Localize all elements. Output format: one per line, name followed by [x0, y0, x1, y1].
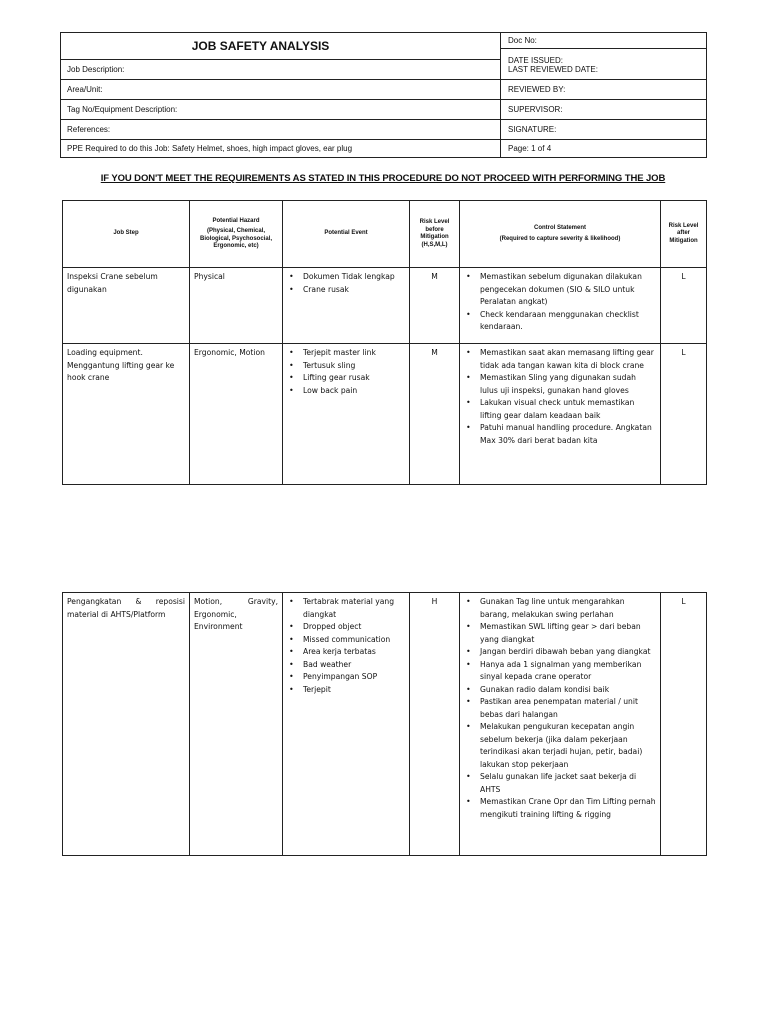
job-step-cell: Loading equipment. Menggantung lifting gear ke hook crane: [63, 344, 190, 485]
list-item: • Pastikan area penempatan material / unit bebas dari halangan: [480, 696, 656, 721]
last-reviewed-field: LAST REVIEWED DATE:: [508, 64, 598, 74]
list-item: • Jangan berdiri dibawah beban yang diangkat: [480, 646, 656, 659]
date-fields: [501, 49, 707, 80]
control-cell: [460, 268, 661, 344]
document-title: JOB SAFETY ANALYSIS: [61, 33, 501, 60]
column-header-row: [63, 201, 707, 268]
control-list: [464, 596, 656, 821]
job-description-field: Job Description:: [61, 60, 501, 80]
list-item: • Memastikan sebelum digunakan dilakukan pengecekan dokumen (SIO & SILO untuk Peralatan angkat): [480, 271, 656, 309]
list-item: • Check kendaraan menggunakan checklist kendaraan.: [480, 309, 656, 334]
risk-before-cell: H: [410, 593, 460, 856]
col-potential-event: Potential Event: [283, 201, 410, 268]
list-item: • Missed communication: [303, 634, 405, 647]
event-list: [287, 596, 405, 696]
list-item: • Dokumen Tidak lengkap: [303, 271, 405, 284]
procedure-warning: IF YOU DON'T MEET THE REQUIREMENTS AS STATED IN THIS PROCEDURE DO NOT PROCEED WITH PERFORMING THE JOB: [100, 173, 666, 184]
hazard-cell: Ergonomic, Motion: [190, 344, 283, 485]
list-item: • Memastikan Crane Opr dan Tim Lifting pernah mengikuti training lifting & rigging: [480, 796, 656, 821]
list-item: • Lifting gear rusak: [303, 372, 405, 385]
page-number: Page: 1 of 4: [501, 140, 707, 158]
list-item: • Memastikan saat akan memasang lifting gear tidak ada tangan kawan kita di block crane: [480, 347, 656, 372]
tag-no-field: Tag No/Equipment Description:: [61, 100, 501, 120]
event-cell: [283, 268, 410, 344]
list-item: • Terjepit master link: [303, 347, 405, 360]
col-hazard-title: Potential Hazard: [212, 217, 260, 224]
signature-field: SIGNATURE:: [501, 120, 707, 140]
job-step-cell: Pengangkatan & reposisi material di AHTS/Platform: [63, 593, 190, 856]
event-cell: [283, 344, 410, 485]
jsa-table-continued: [62, 592, 707, 856]
list-item: • Melakukan pengukuran kecepatan angin sebelum bekerja (jika dalam pekerjaan terindikasi akan terjadi hujan, petir, badai) lakukan stop pekerjaan: [480, 721, 656, 771]
date-issued-field: DATE ISSUED:: [508, 55, 563, 65]
supervisor-field: SUPERVISOR:: [501, 100, 707, 120]
table-row: [63, 593, 707, 856]
list-item: • Gunakan Tag line untuk mengarahkan barang, melakukan swing perlahan: [480, 596, 656, 621]
col-control-statement: [460, 201, 661, 268]
reviewed-by-field: REVIEWED BY:: [501, 80, 707, 100]
hazard-cell: Physical: [190, 268, 283, 344]
risk-after-cell: L: [661, 268, 707, 344]
col-control-sub: (Required to capture severity & likelihood): [499, 236, 621, 242]
list-item: • Hanya ada 1 signalman yang memberikan sinyal kepada crane operator: [480, 659, 656, 684]
list-item: • Crane rusak: [303, 284, 405, 297]
control-cell: [460, 593, 661, 856]
jsa-table: [62, 200, 707, 485]
hazard-cell: Motion, Gravity, Ergonomic, Environment: [190, 593, 283, 856]
risk-after-cell: L: [661, 344, 707, 485]
table-row: [63, 344, 707, 485]
references-field: References:: [61, 120, 501, 140]
job-step-cell: Inspeksi Crane sebelum digunakan: [63, 268, 190, 344]
list-item: • Patuhi manual handling procedure. Angkatan Max 30% dari berat badan kita: [480, 422, 656, 447]
list-item: • Gunakan radio dalam kondisi baik: [480, 684, 656, 697]
col-risk-after: Risk Level after Mitigation: [661, 201, 707, 268]
risk-before-cell: M: [410, 344, 460, 485]
col-potential-hazard: [190, 201, 283, 268]
list-item: • Memastikan Sling yang digunakan sudah lulus uji inspeksi, gunakan hand gloves: [480, 372, 656, 397]
risk-after-cell: L: [661, 593, 707, 856]
doc-no-field: Doc No:: [501, 33, 707, 49]
col-hazard-sub: (Physical, Chemical, Biological, Psychosocial, Ergonomic, etc): [199, 228, 273, 249]
list-item: • Lakukan visual check untuk memastikan lifting gear dalam keadaan baik: [480, 397, 656, 422]
list-item: • Tertusuk sling: [303, 360, 405, 373]
event-list: [287, 347, 405, 397]
control-list: [464, 271, 656, 334]
list-item: • Low back pain: [303, 385, 405, 398]
control-cell: [460, 344, 661, 485]
control-list: [464, 347, 656, 447]
event-list: [287, 271, 405, 296]
table-row: [63, 268, 707, 344]
risk-before-cell: M: [410, 268, 460, 344]
header-table: [60, 32, 707, 158]
col-job-step: Job Step: [63, 201, 190, 268]
list-item: • Tertabrak material yang diangkat: [303, 596, 405, 621]
ppe-field: PPE Required to do this Job: Safety Helmet, shoes, high impact gloves, ear plug: [61, 140, 501, 158]
list-item: • Dropped object: [303, 621, 405, 634]
col-risk-before: Risk Level before Mitigation (H,S,M,L): [410, 201, 460, 268]
col-control-title: Control Statement: [533, 224, 586, 231]
list-item: • Terjepit: [303, 684, 405, 697]
event-cell: [283, 593, 410, 856]
list-item: • Memastikan SWL lifting gear > dari beban yang diangkat: [480, 621, 656, 646]
list-item: • Penyimpangan SOP: [303, 671, 405, 684]
list-item: • Area kerja terbatas: [303, 646, 405, 659]
list-item: • Selalu gunakan life jacket saat bekerja di AHTS: [480, 771, 656, 796]
area-unit-field: Area/Unit:: [61, 80, 501, 100]
list-item: • Bad weather: [303, 659, 405, 672]
